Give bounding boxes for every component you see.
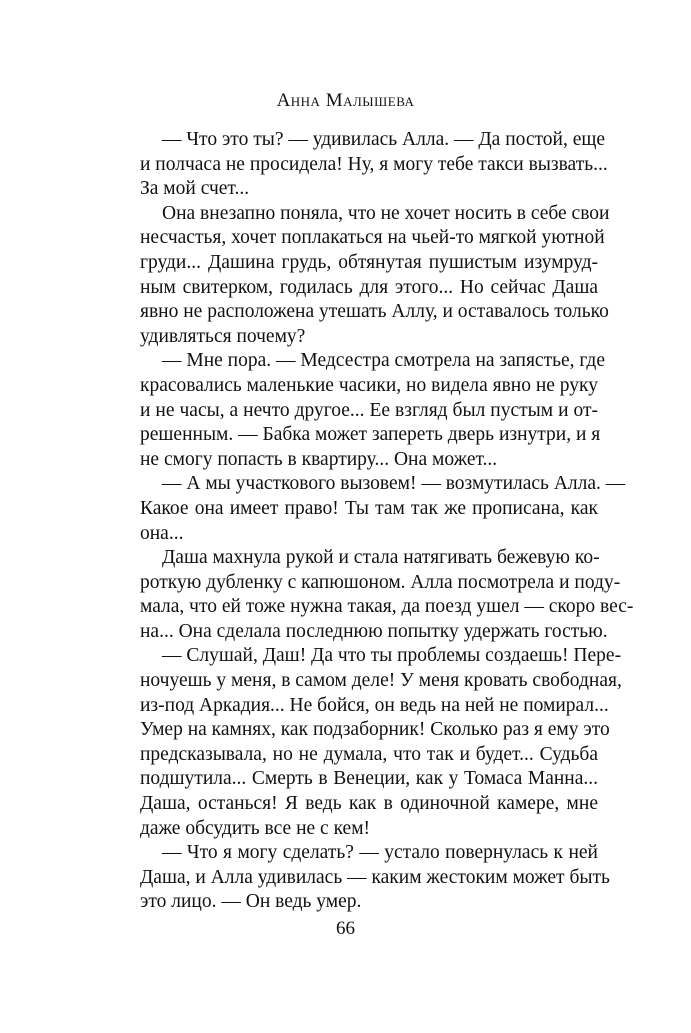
text-line: подшутила... Смерть в Венеции, как у Томаса Манна... (140, 768, 598, 790)
paragraph (140, 128, 608, 202)
text-line: она... (140, 522, 184, 544)
text-line: предсказывала, но не думала, что так и будет... Судьба (140, 743, 598, 765)
text-line: — Слушай, Даш! Да что ты проблемы создаешь! Пере- (162, 645, 622, 667)
paragraph (140, 202, 610, 350)
text-line: — Что я могу сделать? — устало повернулась к ней (162, 842, 598, 864)
text-line: удивляться почему? (140, 325, 306, 347)
text-line: красовались маленькие часики, но видела явно не руку (140, 374, 598, 396)
paragraph (140, 644, 622, 841)
text-line: на... Она сделала последнюю попытку удержать гостью. (140, 620, 608, 642)
paragraph (140, 472, 626, 546)
text-line: ным свитерком, годилась для этого... Но сейчас Даша (140, 276, 598, 298)
text-line: и не часы, а нечто другое... Ее взгляд был пустым и от- (140, 399, 598, 421)
text-line: не смогу попасть в квартиру... Она может... (140, 448, 498, 470)
text-line: несчастья, хочет поплакаться на чьей-то мягкой уютной (140, 227, 605, 249)
text-line: из-под Аркадия... Не бойся, он ведь на ней не помирал... (140, 694, 609, 716)
text-line: Она внезапно поняла, что не хочет носить в себе свои (162, 202, 610, 224)
text-line: и полчаса не просидела! Ну, я могу тебе такси вызвать... (140, 153, 608, 175)
paragraph (140, 841, 610, 915)
text-line: даже обсудить все не с кем! (140, 817, 371, 839)
paragraph (140, 546, 634, 644)
text-line: явно не расположена утешать Аллу, и оставалось только (140, 301, 609, 323)
text-line: Какое она имеет право! Ты там так же прописана, как (140, 497, 598, 519)
text-line: груди... Дашина грудь, обтянутая пушистым изумруд- (140, 251, 598, 273)
text-line: решенным. — Бабка может запереть дверь изнутри, и я (140, 424, 601, 446)
text-line: Даша, останься! Я ведь как в одиночной камере, мне (140, 793, 598, 815)
text-line: мала, что ей тоже нужна такая, да поезд ушел — скоро вес- (140, 596, 634, 618)
text-line: это лицо. — Он ведь умер. (140, 891, 362, 913)
text-line: ночуешь у меня, в самом деле! У меня кровать свободная, (140, 670, 622, 692)
text-line: — Мне пора. — Медсестра смотрела на запястье, где (162, 350, 605, 372)
text-line: роткую дубленку с капюшоном. Алла посмотрела и поду- (140, 571, 621, 593)
paragraph (140, 349, 605, 472)
text-line: За мой счет... (140, 178, 250, 200)
text-line: Умер на камнях, как подзаборник! Сколько раз я ему это (140, 719, 610, 741)
page-number: 66 (336, 918, 355, 939)
body-text (140, 128, 634, 915)
text-line: Даша махнула рукой и стала натягивать бежевую ко- (162, 547, 600, 569)
text-line: — А мы участкового вызовем! — возмутилась Алла. — (162, 473, 626, 495)
running-head: Анна Малышева (276, 90, 415, 111)
text-line: Даша, и Алла удивилась — каким жестоким может быть (140, 866, 610, 888)
text-line: — Что это ты? — удивилась Алла. — Да постой, еще (162, 129, 606, 150)
